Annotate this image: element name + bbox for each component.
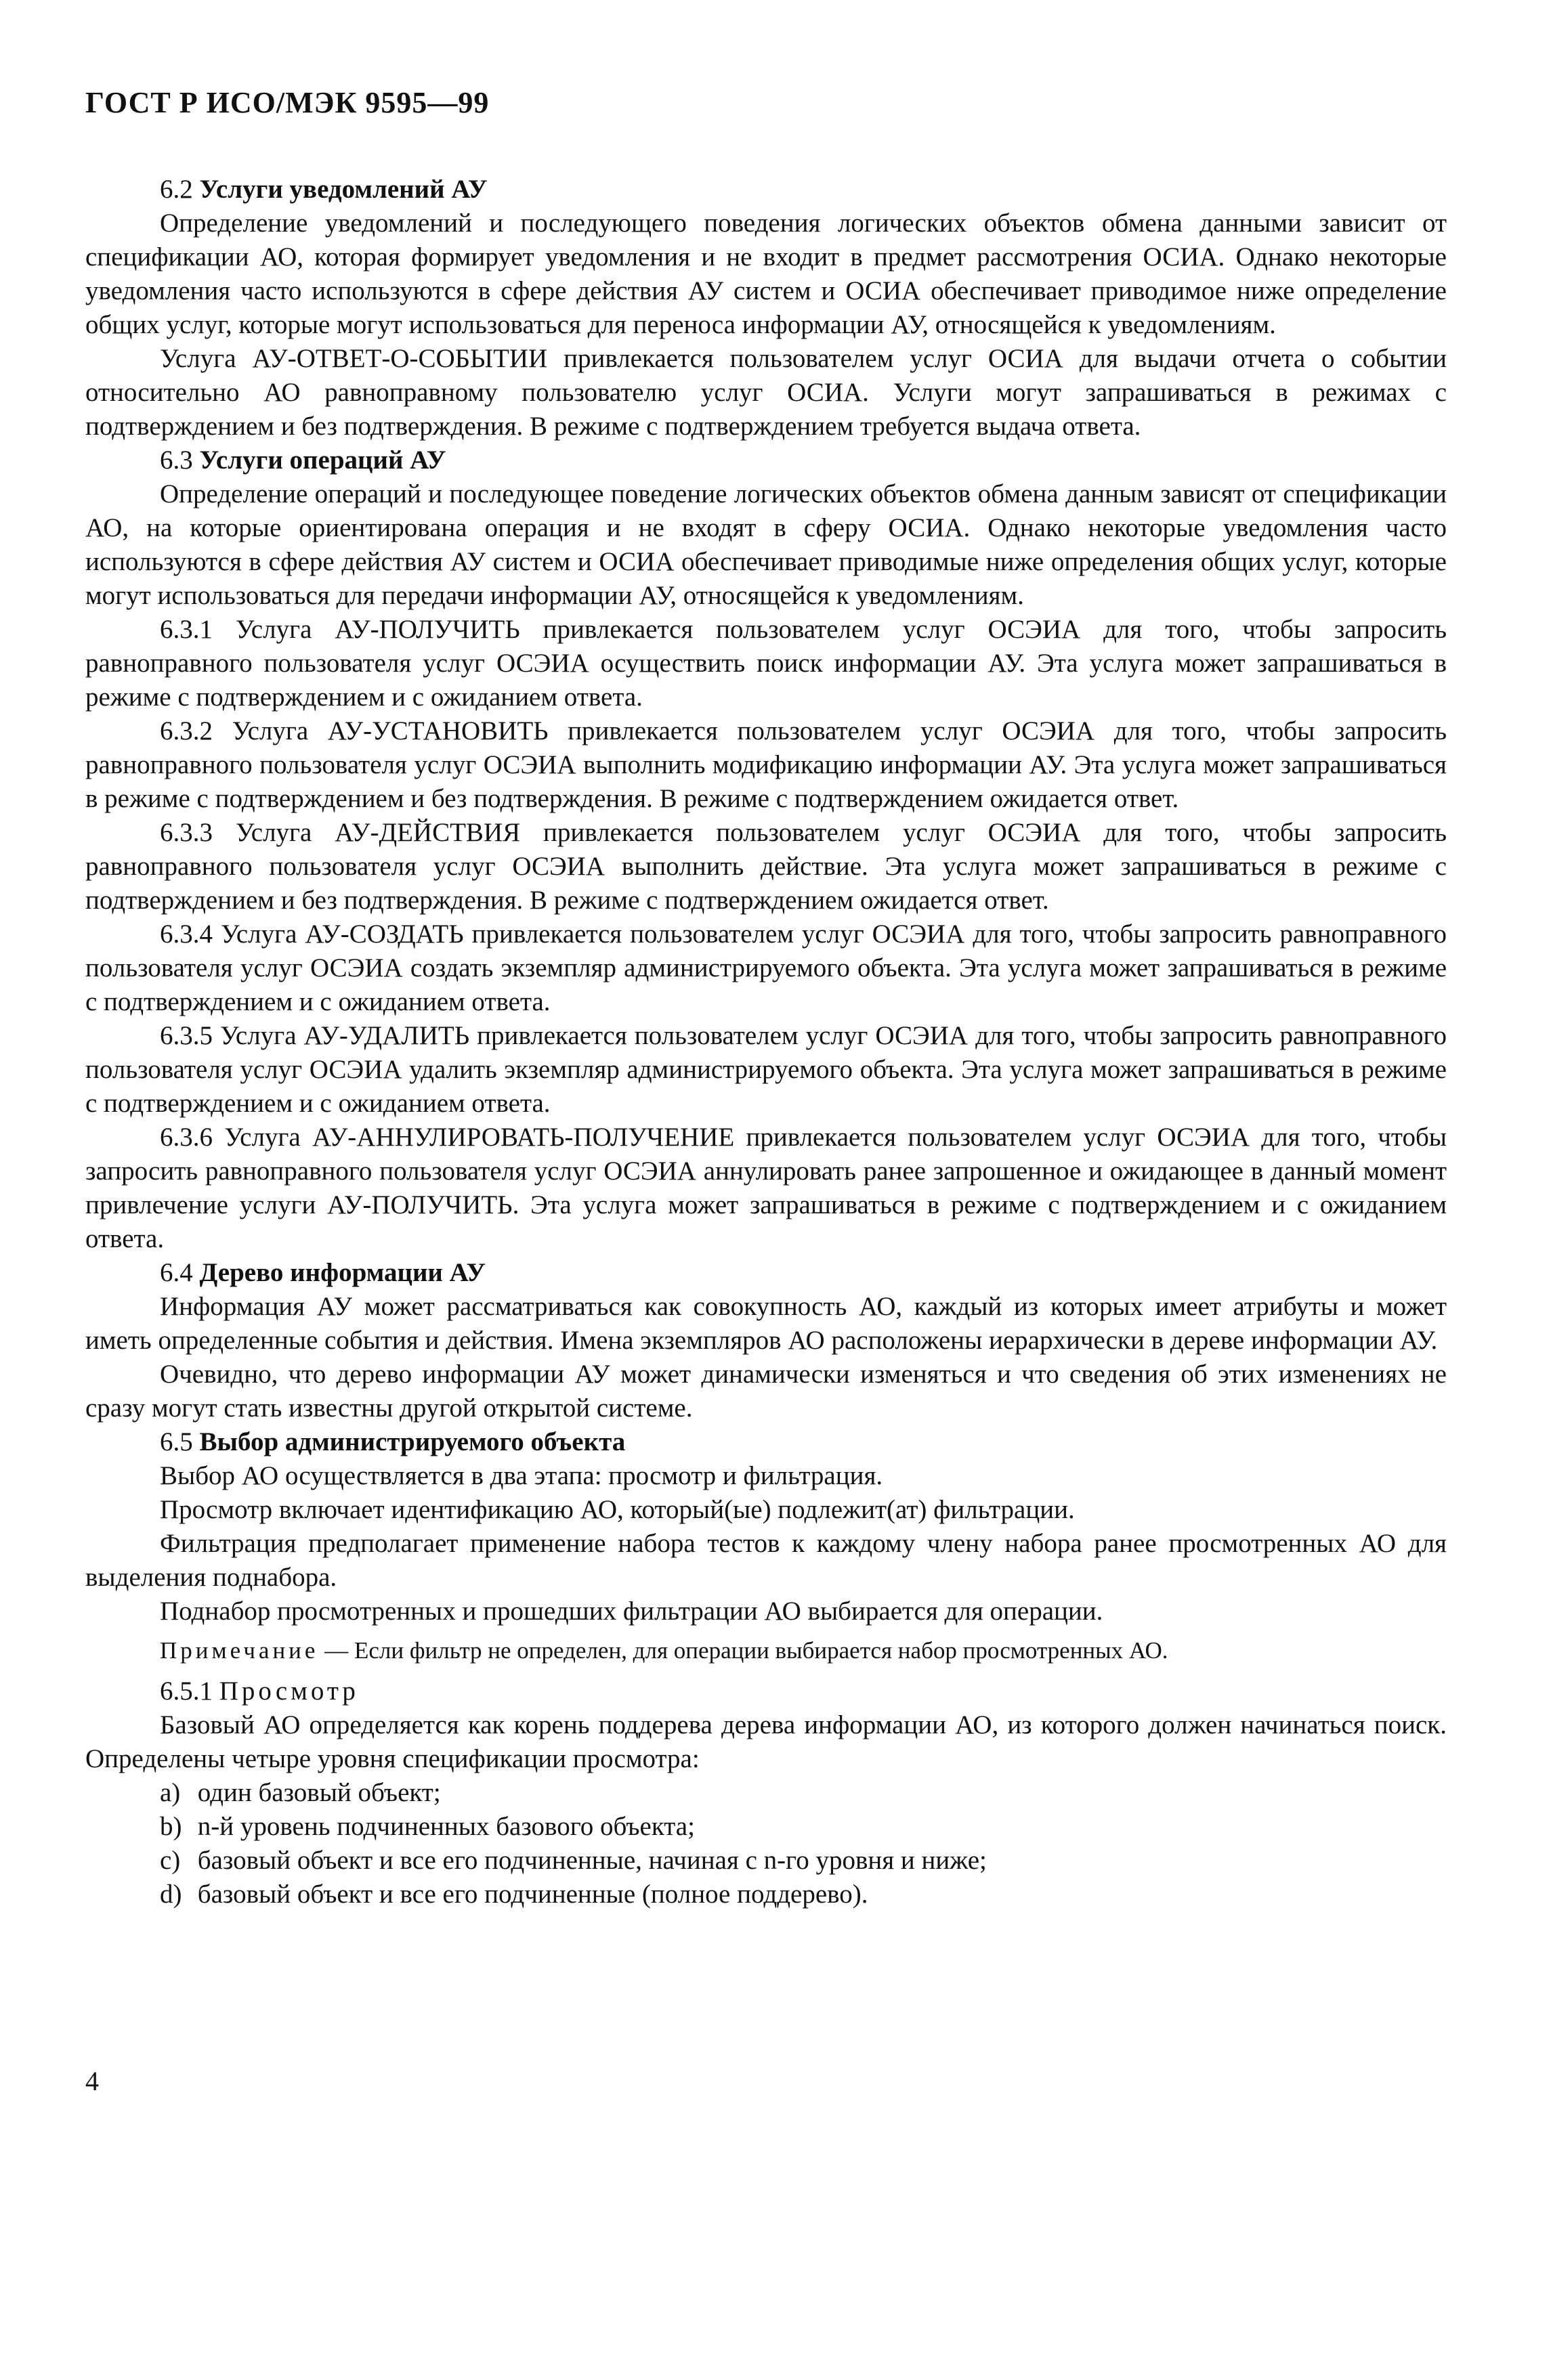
paragraph: Выбор АО осуществляется в два этапа: просмотр и фильтрация. [160,1461,883,1490]
paragraph: Определение уведомлений и последующего поведения логических объектов обмена данными зависит от спецификации АО, которая формирует уведомления и не входит в предмет рассмотрения ОСИА. Однако некоторые уведомления часто используются в сфере действия АУ систем и ОСИА обеспечивает приводимое ниже определение общих услуг, которые могут использоваться для переноса информации АУ, относящейся к уведомлениям. [85,209,1447,339]
clause-6-3-3: 6.3.3 Услуга АУ-ДЕЙСТВИЯ привлекается пользователем услуг ОСЭИА для того, чтобы запросить равноправного пользователя услуг ОСЭИА выполнить действие. Эта услуга может запрашиваться в режиме с подтверждением и без подтверждения. В режиме с подтверждением ожидается ответ. [85,818,1447,915]
section-number: 6.3 [160,446,193,475]
section-title: Услуги уведомлений АУ [199,175,488,204]
section-number: 6.5.1 [160,1676,213,1706]
document-header: ГОСТ Р ИСО/МЭК 9595—99 [85,86,490,119]
list-item-text: n-й уровень подчиненных базового объекта; [197,1812,695,1841]
note-text: — Если фильтр не определен, для операции выбирается набор просмотренных АО. [318,1637,1168,1664]
clause-6-3-1: 6.3.1 Услуга АУ-ПОЛУЧИТЬ привлекается пользователем услуг ОСЭИА для того, чтобы запросить равноправного пользователя услуг ОСЭИА осуществить поиск информации АУ. Эта услуга может запрашиваться в режиме с подтверждением и с ожиданием ответа. [85,615,1447,712]
list-item [85,1844,1447,1878]
section-title: Услуги операций АУ [199,446,446,475]
section-heading-6-2 [85,173,1447,207]
list-item [85,1776,1447,1810]
list-item-text: один базовый объект; [197,1778,441,1807]
section-title: Просмотр [219,1676,359,1706]
section-heading-6-5-1 [85,1674,1447,1708]
list-item [85,1810,1447,1844]
clause-6-3-5: 6.3.5 Услуга АУ-УДАЛИТЬ привлекается пользователем услуг ОСЭИА для того, чтобы запросить равноправного пользователя услуг ОСЭИА удалить экземпляр администрируемого объекта. Эта услуга может запрашиваться в режиме с подтверждением и с ожиданием ответа. [85,1021,1447,1118]
list-item-text: базовый объект и все его подчиненные, начиная с n-го уровня и ниже; [197,1846,987,1875]
page-number: 4 [85,2066,99,2096]
paragraph: Определение операций и последующее поведение логических объектов обмена данным зависят от спецификации АО, на которые ориентирована операция и не входят в сферу ОСИА. Однако некоторые уведомления часто используются в сфере действия АУ систем и ОСИА обеспечивает приводимые ниже определения общих услуг, которые могут использоваться для передачи информации АУ, относящейся к уведомлениям. [85,479,1447,610]
section-title: Дерево информации АУ [199,1258,486,1287]
section-heading-6-5 [85,1425,1447,1459]
section-number: 6.5 [160,1427,193,1456]
section-heading-6-3 [85,443,1447,477]
note-label: Примечание [160,1637,319,1664]
paragraph: Информация АУ может рассматриваться как совокупность АО, каждый из которых имеет атрибуты и может иметь определенные события и действия. Имена экземпляров АО расположены иерархически в дереве информации АУ. [85,1292,1447,1355]
paragraph: Фильтрация предполагает применение набора тестов к каждому члену набора ранее просмотренных АО для выделения поднабора. [85,1529,1447,1592]
paragraph: Очевидно, что дерево информации АУ может динамически изменяться и что сведения об этих изменениях не сразу могут стать известны другой открытой системе. [85,1360,1447,1423]
clause-6-3-2: 6.3.2 Услуга АУ-УСТАНОВИТЬ привлекается пользователем услуг ОСЭИА для того, чтобы запросить равноправного пользователя услуг ОСЭИА выполнить модификацию информации АУ. Эта услуга может запрашиваться в режиме с подтверждением и без подтверждения. В режиме с подтверждением ожидается ответ. [85,716,1447,813]
note [85,1634,1447,1668]
paragraph: Поднабор просмотренных и прошедших фильтрации АО выбирается для операции. [160,1597,1103,1626]
paragraph: Услуга АУ-ОТВЕТ-О-СОБЫТИИ привлекается пользователем услуг ОСИА для выдачи отчета о событии относительно АО равноправному пользователю услуг ОСИА. Услуги могут запрашиваться в режимах с подтверждением и без подтверждения. В режиме с подтверждением требуется выдача ответа. [85,344,1447,441]
list-item-label: c) [160,1846,181,1875]
section-heading-6-4 [85,1256,1447,1290]
list-item-label: a) [160,1778,181,1807]
list-item [85,1878,1447,1911]
clause-6-3-6: 6.3.6 Услуга АУ-АННУЛИРОВАТЬ-ПОЛУЧЕНИЕ привлекается пользователем услуг ОСЭИА для того, чтобы запросить равноправного пользователя услуг ОСЭИА аннулировать ранее запрошенное и ожидающее в данный момент привлечение услуги АУ-ПОЛУЧИТЬ. Эта услуга может запрашиваться в режиме с подтверждением и с ожиданием ответа. [85,1123,1447,1253]
paragraph: Базовый АО определяется как корень поддерева дерева информации АО, из которого должен начинаться поиск. Определены четыре уровня спецификации просмотра: [85,1710,1447,1773]
paragraph: Просмотр включает идентификацию АО, который(ые) подлежит(ат) фильтрации. [160,1495,1075,1524]
document-body [85,173,1447,1911]
clause-6-3-4: 6.3.4 Услуга АУ-СОЗДАТЬ привлекается пользователем услуг ОСЭИА для того, чтобы запросить равноправного пользователя услуг ОСЭИА создать экземпляр администрируемого объекта. Эта услуга может запрашиваться в режиме с подтверждением и с ожиданием ответа. [85,919,1447,1016]
section-number: 6.2 [160,175,193,204]
list-item-label: b) [160,1812,182,1841]
list-item-label: d) [160,1880,182,1909]
list-item-text: базовый объект и все его подчиненные (полное поддерево). [197,1880,868,1909]
section-number: 6.4 [160,1258,193,1287]
section-title: Выбор администрируемого объекта [199,1427,626,1456]
scope-levels-list [85,1776,1447,1911]
